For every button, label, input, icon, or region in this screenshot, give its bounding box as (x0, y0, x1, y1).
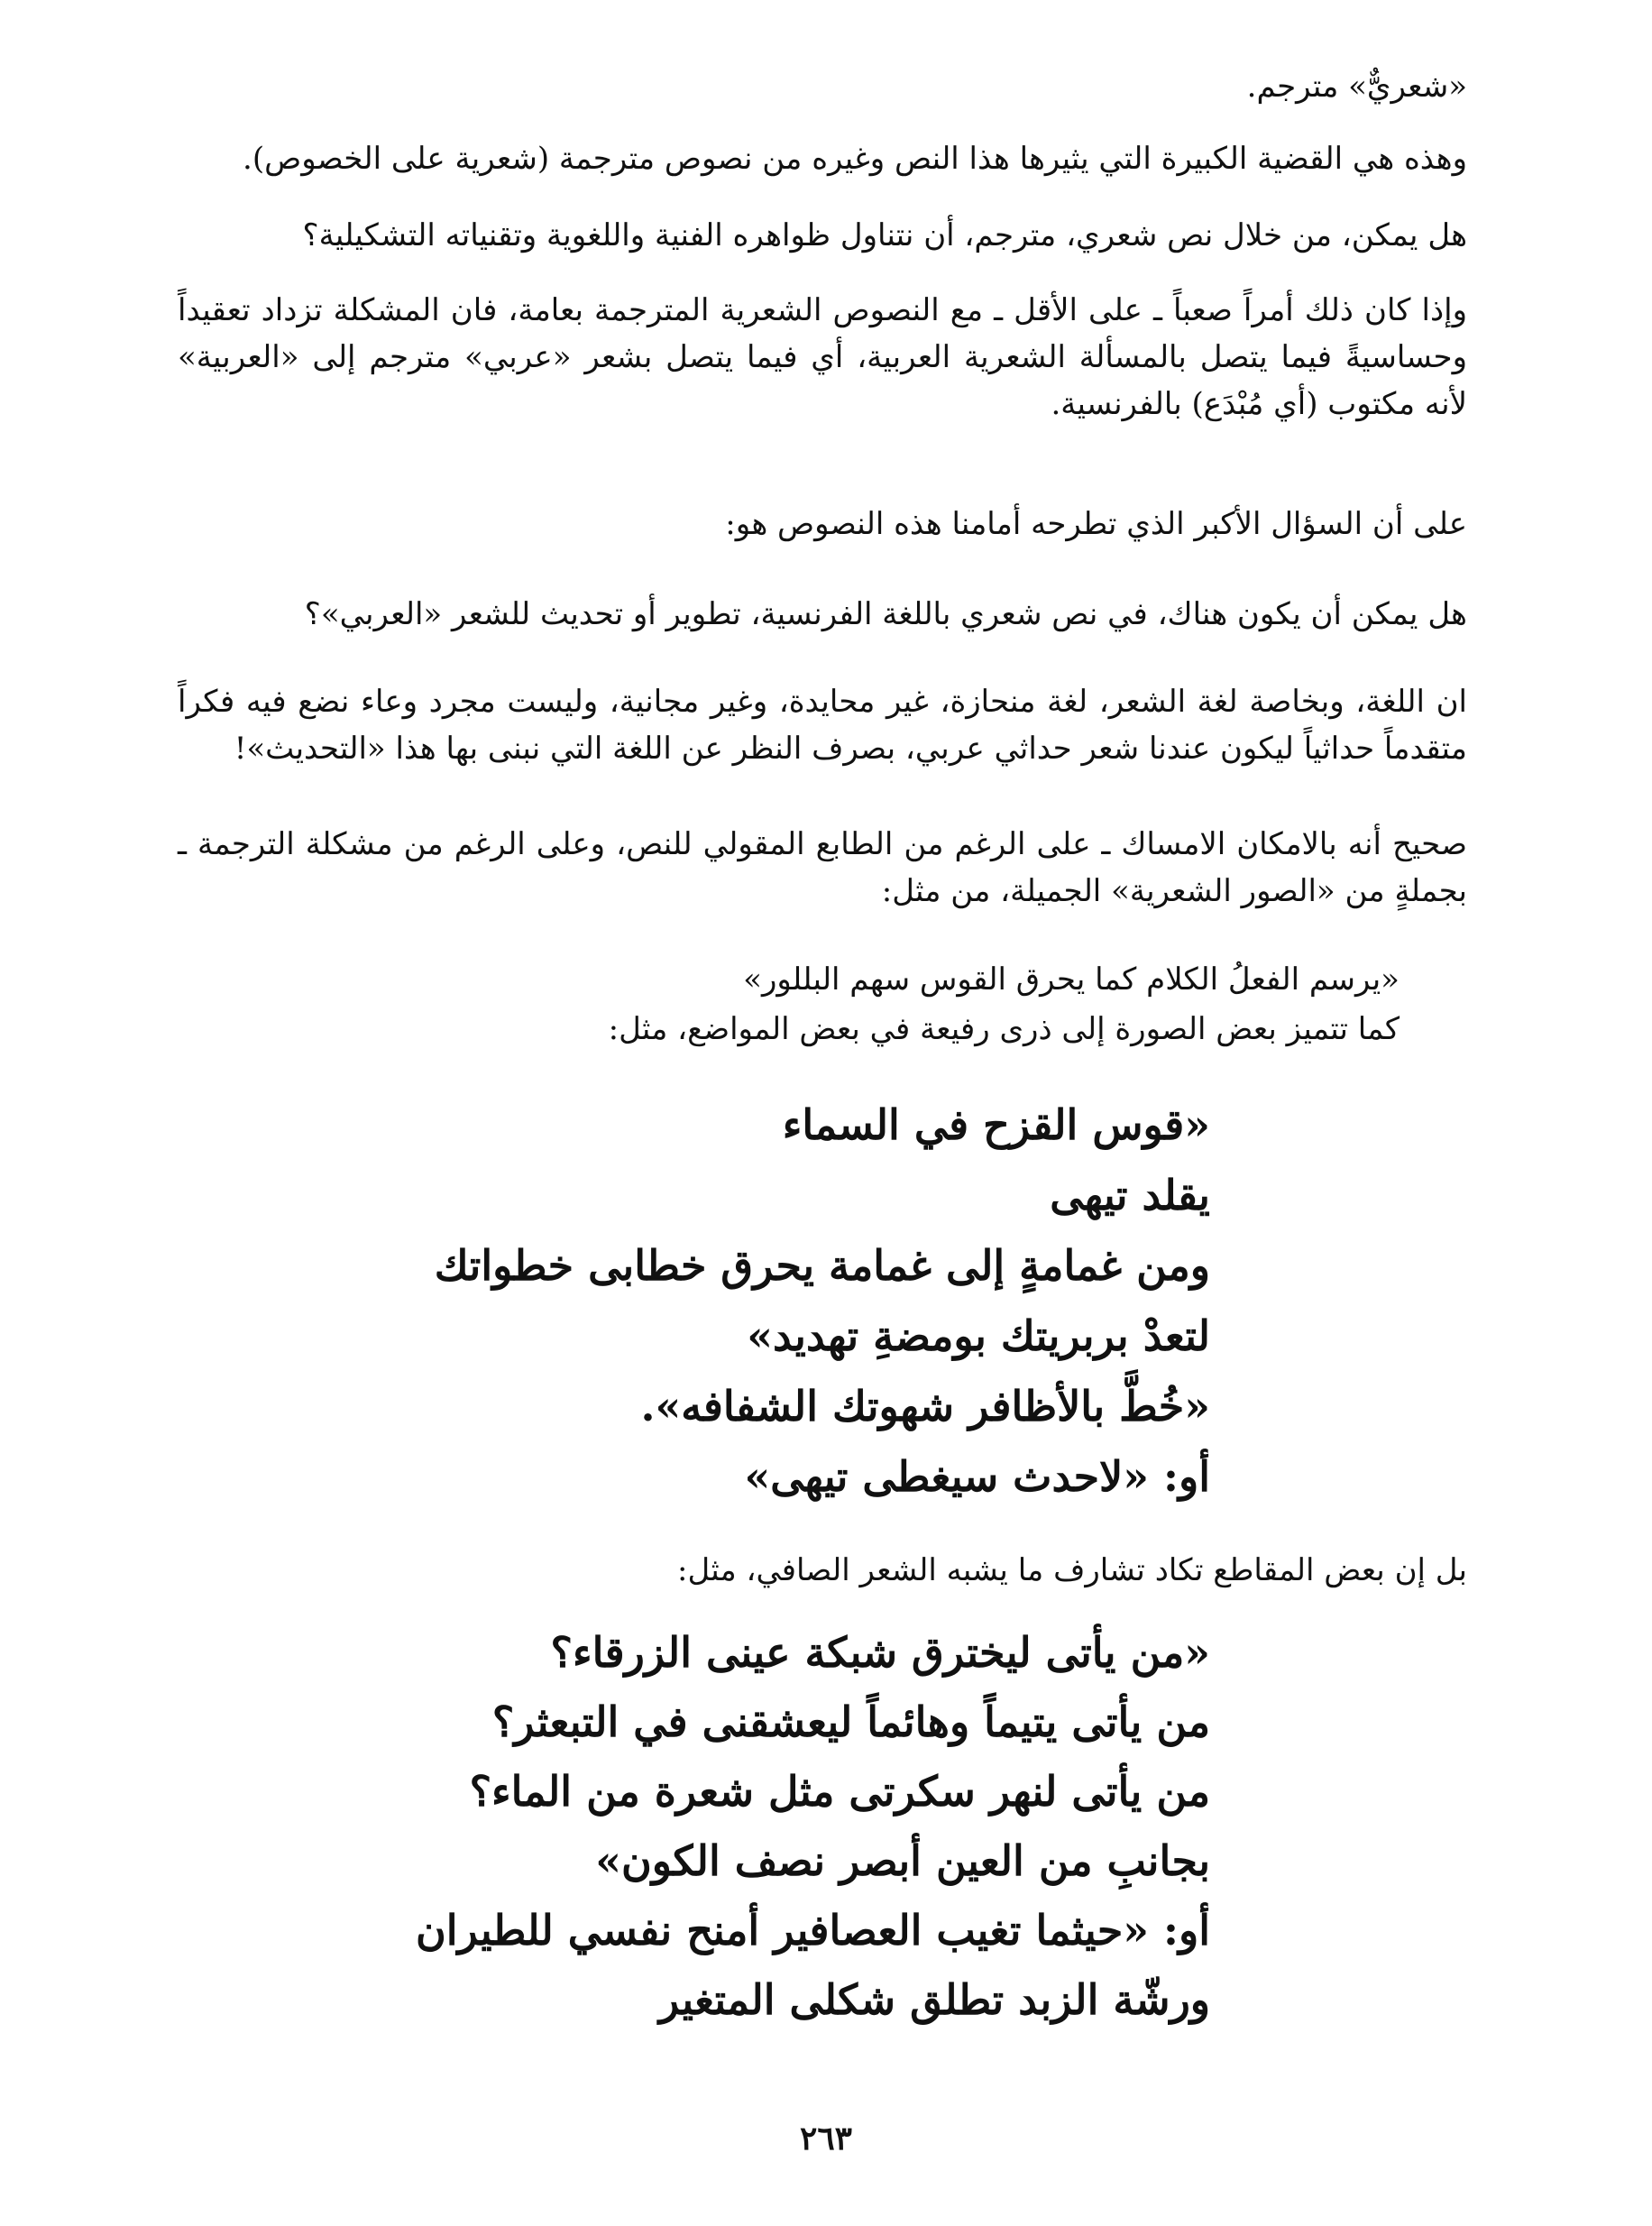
paragraph-7: صحيح أنه بالامكان الامساك ـ على الرغم من الطابع المقولي للنص، وعلى الرغم من مشكلة الترجمة ـ بجملةٍ من «الصور الشعرية» الجميلة، من مثل: (178, 826, 1467, 909)
poem-one-line-5: «خُطَّ بالأظافر شهوتك الشفافه». (640, 1382, 1210, 1430)
quote-line-1: «يرسم الفعلُ الكلام كما يحرق القوس سهم البللور» (743, 961, 1400, 998)
poem-two-line-2: من يأتى يتيماً وهائماً ليعشقنى في التبعثر؟ (491, 1697, 1210, 1746)
poem-one-line-4: لتعدْ بربريتك بومضةِ تهديد» (747, 1311, 1210, 1360)
paragraph-3: وإذا كان ذلك أمراً صعباً ـ على الأقل ـ مع النصوص الشعرية المترجمة بعامة، فان المشكلة تزداد تعقيداً وحساسيةً فيما يتصل بالمسألة الشعرية العربية، أي فيما يتصل بشعر «عربي» مترجم إلى «العربية» لأنه مكتوب (أي مُبْدَع) بالفرنسية. (178, 292, 1467, 422)
paragraph-4: على أن السؤال الأكبر الذي تطرحه أمامنا هذه النصوص هو: (725, 506, 1467, 542)
middle-paragraph: بل إن بعض المقاطع تكاد تشارف ما يشبه الشعر الصافي، مثل: (677, 1552, 1467, 1588)
top-fragment: «شعريٌّ» مترجم. (1246, 69, 1467, 105)
quote-line-2: كما تتميز بعض الصورة إلى ذرى رفيعة في بعض المواضع، مثل: (608, 1011, 1400, 1047)
paragraph-6: ان اللغة، وبخاصة لغة الشعر، لغة منحازة، غير محايدة، وغير مجانية، وليست مجرد وعاء نضع فيه فكراً متقدماً حداثياً ليكون عندنا شعر حداثي عربي، بصرف النظر عن اللغة التي نبنى بها هذا «التحديث»! (178, 684, 1467, 767)
poem-one-line-1: «قوس القزح في السماء (782, 1100, 1210, 1149)
poem-two-line-6: ورشّة الزبد تطلق شكلى المتغير (658, 1975, 1210, 2024)
poem-one-line-2: يقلد تيهى (1050, 1171, 1210, 1219)
poem-two-line-5: أو: «حيثما تغيب العصافير أمنح نفسي للطيران (415, 1906, 1210, 1955)
paragraph-2: هل يمكن، من خلال نص شعري، مترجم، أن نتناول ظواهره الفنية واللغوية وتقنياته التشكيلية؟ (302, 217, 1467, 253)
poem-one-line-6: أو: «لاحدث سيغطى تيهى» (744, 1452, 1210, 1501)
poem-two-line-4: بجانبِ من العين أبصر نصف الكون» (595, 1836, 1210, 1885)
paragraph-1: وهذه هي القضية الكبيرة التي يثيرها هذا النص وغيره من نصوص مترجمة (شعرية على الخصوص). (243, 141, 1467, 177)
paragraph-5: هل يمكن أن يكون هناك، في نص شعري باللغة الفرنسية، تطوير أو تحديث للشعر «العربي»؟ (304, 596, 1467, 632)
poem-one-line-3: ومن غمامةٍ إلى غمامة يحرق خطابى خطواتك (434, 1241, 1210, 1290)
poem-two-line-1: «من يأتى ليخترق شبكة عينى الزرقاء؟ (550, 1628, 1210, 1677)
page-number: ٢٦٣ (799, 2120, 852, 2157)
poem-two-line-3: من يأتى لنهر سكرتى مثل شعرة من الماء؟ (469, 1767, 1210, 1816)
